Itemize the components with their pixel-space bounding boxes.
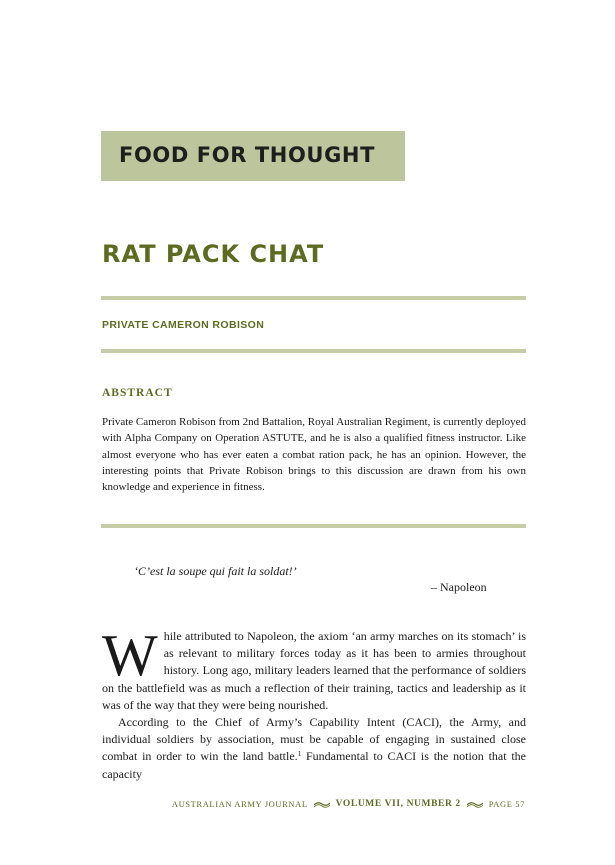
epigraph-quote: ‘C’est la soupe qui fait la soldat!’ xyxy=(134,564,297,578)
paragraph-2-continuation: Fundamental to CACI is the notion that the capacity xyxy=(102,749,526,781)
epigraph-attribution: – Napoleon xyxy=(431,580,487,594)
footer-journal: AUSTRALIAN ARMY JOURNAL xyxy=(171,799,308,809)
wave-ornament-icon xyxy=(467,800,483,808)
article-body xyxy=(102,622,526,783)
footer-page-number: PAGE 57 xyxy=(488,799,525,809)
paragraph-1-text: hile attributed to Napoleon, the axiom ‘an army marches on its stomach’ is as relevant to military forces today as it has been to armies throughout history. Long ago, military leaders learned that the performance of soldiers on the battlefield was as much a reflection of their training, tactics and leadership as it was of the way that they were being nourished. xyxy=(102,629,526,712)
abstract-heading: ABSTRACT xyxy=(102,387,173,399)
author-byline: PRIVATE CAMERON ROBISON xyxy=(102,319,265,331)
page-footer xyxy=(172,799,525,809)
footnote-ref: 1 xyxy=(297,750,302,759)
drop-cap: W xyxy=(102,622,158,688)
rule-under-abstract xyxy=(101,524,526,528)
body-paragraph-2 xyxy=(102,714,526,783)
body-paragraph-1 xyxy=(102,622,526,714)
section-banner-label: FOOD FOR THOUGHT xyxy=(119,143,376,167)
footer-volume: VOLUME VII, NUMBER 2 xyxy=(335,799,461,809)
rule-top xyxy=(101,296,526,300)
article-title: RAT PACK CHAT xyxy=(102,240,325,268)
section-banner xyxy=(101,131,405,181)
wave-ornament-icon xyxy=(314,800,330,808)
rule-under-author xyxy=(101,349,526,353)
paragraph-2-text: According to the Chief of Army’s Capability Intent (CACI), the Army, and individual soldiers by association, must be capable of engaging in sustained close combat in order to win the land battle. xyxy=(102,715,526,764)
abstract-text: Private Cameron Robison from 2nd Battalion, Royal Australian Regiment, is currently deployed with Alpha Company on Operation ASTUTE, and he is also a qualified fitness instructor. Like almost everyone who has ever eaten a combat ration pack, he has an opinion. However, the interesting points that Private Robison brings to this discussion are drawn from his own knowledge and experience in fitness. xyxy=(102,416,526,494)
